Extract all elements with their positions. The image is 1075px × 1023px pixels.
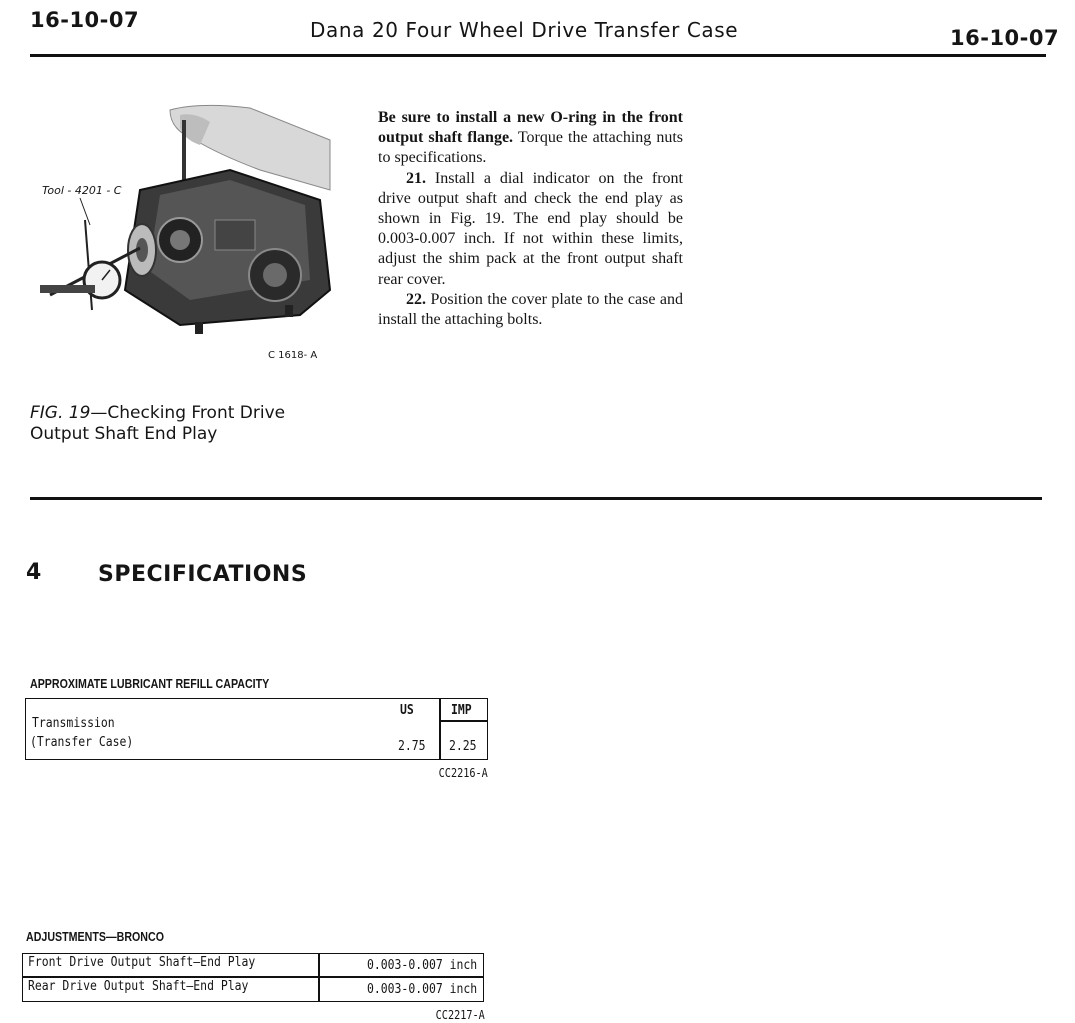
header-rule bbox=[30, 54, 1046, 57]
lubricant-col-imp: IMP bbox=[451, 703, 472, 718]
lubricant-row-label-1: Transmission bbox=[32, 716, 115, 731]
adjustments-row-1-value: 0.003-0.007 inch bbox=[367, 958, 478, 973]
transfer-case-illustration bbox=[30, 100, 340, 370]
adjustments-row-1-label: Front Drive Output Shaft—End Play bbox=[28, 955, 256, 970]
lubricant-col-us: US bbox=[400, 703, 414, 718]
lubricant-imp-value: 2.25 bbox=[449, 739, 477, 754]
section-number: 4 bbox=[26, 560, 42, 585]
figure-code: C 1618- A bbox=[268, 350, 318, 361]
step-22-text: Position the cover plate to the case and install the attaching bolts. bbox=[378, 290, 683, 329]
figure-caption-number: FIG. 19 bbox=[30, 403, 91, 423]
section-rule bbox=[30, 497, 1042, 500]
paragraph-step-21 bbox=[378, 169, 683, 290]
lubricant-row-label-2: (Transfer Case) bbox=[30, 735, 134, 750]
lubricant-table-title: APPROXIMATE LUBRICANT REFILL CAPACITY bbox=[30, 676, 270, 691]
step-22-number: 22. bbox=[406, 290, 426, 308]
step-21-text: Install a dial indicator on the front drive output shaft and check the end play as shown in Fig. 19. The end play should be 0.003-0.007 inch. If not within these limits, adjust the shim pack at the front output shaft rear cover. bbox=[378, 169, 683, 288]
adjustments-row-2-value: 0.003-0.007 inch bbox=[367, 982, 478, 997]
figure-caption bbox=[30, 403, 330, 445]
figure-caption-text: —Checking Front Drive Output Shaft End Play bbox=[30, 403, 286, 444]
lubricant-col-divider bbox=[439, 698, 441, 760]
section-title: SPECIFICATIONS bbox=[98, 562, 308, 587]
adjustments-table-title: ADJUSTMENTS—BRONCO bbox=[26, 929, 165, 944]
adjustments-col-divider bbox=[318, 953, 320, 1002]
paragraph-oring bbox=[378, 108, 683, 169]
adjustments-row-divider bbox=[22, 976, 484, 978]
procedure-text bbox=[378, 108, 683, 330]
page-number-right: 16-10-07 bbox=[950, 26, 1060, 50]
page-title: Dana 20 Four Wheel Drive Transfer Case bbox=[310, 18, 739, 42]
paragraph-oring-rest: Torque the attaching nuts to specifications. bbox=[378, 129, 684, 167]
adjustments-row-2-label: Rear Drive Output Shaft—End Play bbox=[28, 979, 249, 994]
adjustments-table-code: CC2217-A bbox=[435, 1008, 485, 1022]
paragraph-oring-bold: Be sure to install a new O-ring in the front output shaft flange. bbox=[378, 109, 683, 147]
step-21-number: 21. bbox=[406, 169, 426, 187]
lubricant-table-code: CC2216-A bbox=[438, 766, 488, 780]
page-number-left: 16-10-07 bbox=[30, 8, 140, 32]
lubricant-header-rule bbox=[439, 720, 487, 722]
lubricant-us-value: 2.75 bbox=[398, 739, 426, 754]
figure-19 bbox=[30, 100, 340, 370]
paragraph-step-22 bbox=[378, 290, 683, 330]
tool-label: Tool - 4201 - C bbox=[42, 184, 122, 197]
